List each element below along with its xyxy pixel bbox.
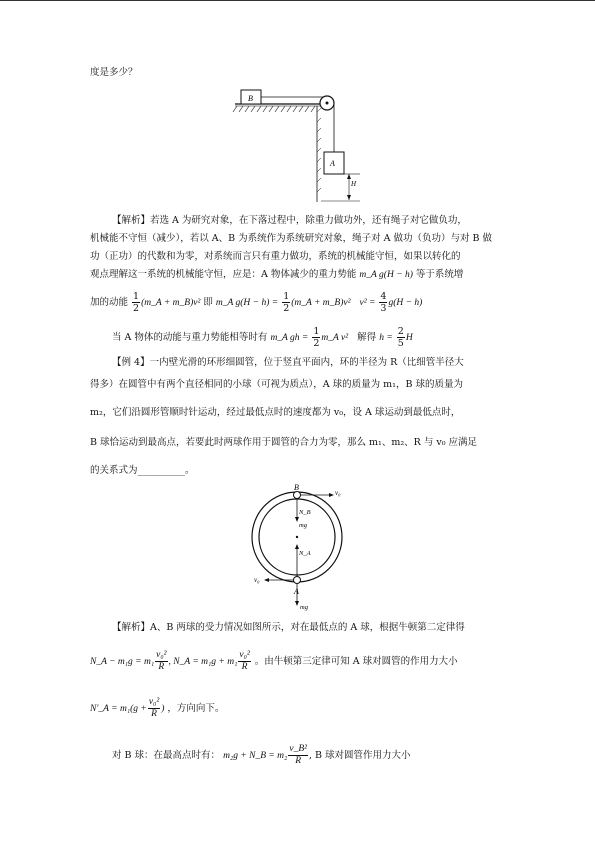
velocity-top-label: v₀ bbox=[335, 489, 341, 497]
solution1-line6 bbox=[112, 326, 413, 349]
bottom-newton-eq: N_A − m₁g = m₁ bbox=[90, 657, 155, 667]
ball-b-label: B bbox=[294, 484, 299, 492]
velocity-bottom-label: v₀ bbox=[254, 576, 260, 584]
page-top-rule bbox=[0, 0, 595, 1]
v-squared-rhs: g(H − h) bbox=[388, 298, 423, 308]
pulley-figure bbox=[225, 82, 375, 207]
solution2-line1: 【解析】A、B 两球的受力情况如图所示，对在最低点的 A 球，根据牛顿第二定律得 bbox=[112, 622, 465, 633]
sol1-l6-text: 当 A 物体的动能与重力势能相等时有 bbox=[112, 332, 268, 343]
normal-force-a-label: N_A bbox=[299, 550, 311, 557]
sol2-l4-text: 对 B 球：在最高点时有： bbox=[112, 750, 221, 761]
ball-a-label: A bbox=[294, 587, 299, 596]
sol2-l3-text: ，方向向下。 bbox=[167, 703, 225, 714]
v-squared-lhs: v² = bbox=[359, 298, 376, 308]
solution2-line4 bbox=[112, 744, 411, 767]
fraction-vbsq-over-r: $\frac{\text{v\_B²}}{R}$ bbox=[289, 744, 307, 766]
sol1-l4-text: 观点理解这一系统的机械能守恒，应是：A 物体减少的重力势能 bbox=[90, 269, 357, 280]
ring-tube-figure bbox=[248, 484, 360, 614]
sol1-l6-solve: 解得 bbox=[357, 332, 377, 343]
kinetic-energy-expr: (m_A + m_B)v² bbox=[141, 298, 201, 308]
sol2-l4-tail: , B 球对圆管作用力大小 bbox=[308, 750, 411, 761]
equal-energy-lhs: m_A gh = bbox=[270, 333, 309, 343]
solution1-line3: 功（正功）的代数和为零，对系统而言只有重力做功，系统的机械能守恒，如果以转化的 bbox=[90, 251, 461, 262]
fraction-half: $\frac{1}{2}$ bbox=[313, 326, 320, 349]
sol1-l4-tail: 等于系统增 bbox=[415, 269, 464, 280]
top-newton-eq: m₂g + N_B = m₂ bbox=[223, 751, 288, 761]
sol1-l5-text: 加的动能 bbox=[90, 297, 129, 308]
example4-line1: 【例 4】一内壁光滑的环形细圆管，位于竖直平面内，环的半径为 R（比细管半径大 bbox=[112, 357, 464, 368]
fraction-v0sq-over-r: $\frac{\text{v₀²}}{R}$ bbox=[148, 697, 160, 719]
sol1-l5-ji: 即 bbox=[203, 297, 213, 308]
fraction-half: $\frac{1}{2}$ bbox=[133, 291, 140, 314]
example4-line4: B 球恰运动到最高点，若要此时两球作用于圆管的合力为零，那么 m₁、m₂、R 与 v₀ 应满足 bbox=[90, 437, 478, 448]
normal-force-a-eq: , N_A = m₁g + m₁ bbox=[168, 657, 238, 667]
h-result-rhs: H bbox=[405, 333, 413, 343]
block-a-label: A bbox=[330, 159, 335, 168]
weight-top-label: mg bbox=[299, 522, 307, 529]
normal-force-b-label: N_B bbox=[299, 509, 311, 516]
question-tail: 度是多少？ bbox=[90, 67, 138, 78]
solution2-line3 bbox=[90, 697, 224, 720]
equal-energy-rhs: m_A v² bbox=[321, 333, 349, 343]
example4-line3: m₂，它们沿圆形管顺时针运动，经过最低点时的速度都为 v₀，设 A 球运动到最低点时， bbox=[90, 407, 461, 418]
energy-equation-rhs: (m_A + m_B)v² bbox=[291, 298, 351, 308]
example4-line5: 的关系式为__________。 bbox=[90, 465, 195, 476]
block-b-label: B bbox=[248, 94, 253, 103]
potential-energy-expr: m_A g(H − h) bbox=[359, 270, 413, 280]
solution1-line1: 【解析】若选 A 为研究对象，在下落过程中，除重力做功外，还有绳子对它做负功， bbox=[112, 215, 467, 226]
fraction-four-thirds: $\frac{4}{3}$ bbox=[380, 291, 387, 314]
reaction-force-a-close: ) bbox=[161, 704, 165, 714]
sol2-l2-text: 。由牛顿第三定律可知 A 球对圆管的作用力大小 bbox=[254, 656, 458, 667]
solution2-line2 bbox=[90, 650, 458, 673]
reaction-force-a-expr: N′_A = m₁(g + bbox=[90, 704, 147, 714]
energy-equation-lhs: m_A g(H − h) = bbox=[215, 298, 279, 308]
example4-line2: 得多）在圆管中有两个直径相同的小球（可视为质点），A 球的质量为 m₁，B 球的质量为 bbox=[90, 379, 463, 390]
solution1-line4 bbox=[90, 269, 463, 281]
height-label: H bbox=[351, 180, 357, 188]
fraction-v0sq-over-r: $\frac{\text{v₀²}}{R}$ bbox=[156, 650, 167, 672]
weight-bottom-label: mg bbox=[300, 604, 308, 611]
h-result-lhs: h = bbox=[379, 333, 393, 343]
fraction-two-fifths: $\frac{2}{5}$ bbox=[397, 326, 404, 349]
fraction-v0sq-over-r: $\frac{\text{v₀²}}{R}$ bbox=[239, 650, 250, 672]
solution1-line2: 机械能不守恒（减少），若以 A、B 为系统作为系统研究对象，绳子对 A 做功（负功）与对 B 做 bbox=[90, 233, 493, 244]
fraction-half: $\frac{1}{2}$ bbox=[283, 291, 290, 314]
solution1-line5 bbox=[90, 291, 422, 314]
